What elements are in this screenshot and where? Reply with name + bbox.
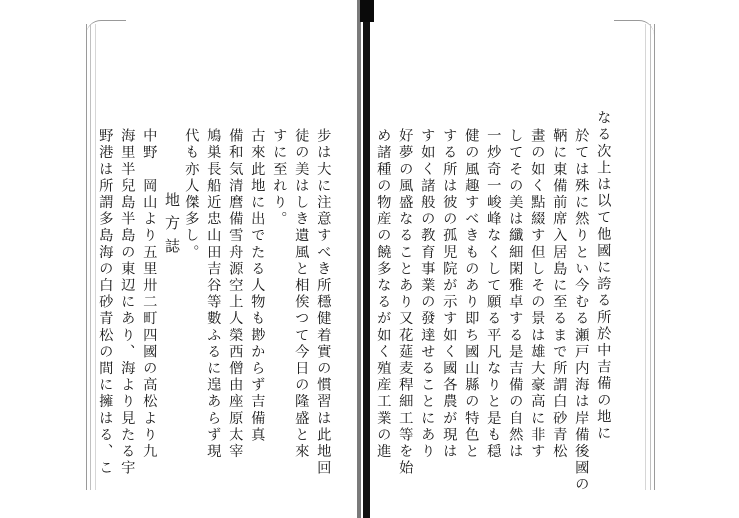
right-page-edge [654,24,655,490]
left-page-line: 步は大に注意すべき所穩健着實の慣習は此地回 [315,128,332,477]
right-page-line: め諸種の物産の饒多なるが如く殖産工業の進 [375,128,392,460]
right-page-line: 畫の如く點綴す但しその景は雄大豪高に非す [529,128,546,460]
right-page-line: 鞆に東備前席入居島に至るまで所謂白砂青松 [551,128,568,460]
left-page-line: 古來此地に出でたる人物も尠からず吉備真 [249,128,266,444]
right-page-top-edge [614,20,654,35]
left-page-line: 野港は所謂多島海の白砂青松の間に擁はる、こ [97,128,114,477]
left-page-edge [95,24,96,490]
right-page-edge [645,24,646,490]
book-binding-gutter [360,0,374,518]
right-page-line: してその美は纖細閑雅卓する是吉備の自然は [507,128,524,460]
left-page-line: 代も亦人傑多し。 [183,128,200,261]
right-page-edge [650,24,651,490]
left-page-line: 中野 岡山より五里卅二町四國の高松より九 [141,128,158,460]
right-page-line: 健の風趣すべきものあり即ち國山縣の特色と [463,128,480,460]
right-page-line: す如く諸般の教育事業の發達せることにあり [419,128,436,460]
left-page-edge [86,24,87,490]
left-page-top-edge [86,20,126,35]
left-page-line: 徒の美はしき遺風と相俟つて今日の隆盛と來 [293,128,310,460]
right-page-line: する所は彼の孤児院が示す如く國各農が現は [441,128,458,460]
left-page-line: 海里半兒島半島の東辺にあり、海より見たる宇 [119,128,136,477]
left-page-line: 鳩巣長船近忠山田吉谷等數ふるに遑あらず現 [205,128,222,460]
left-page-line: 備和気清麿備雪舟源空上人榮西僧由座原太宰 [227,128,244,460]
right-page-line: 好夢の風盛なることあり又花莚麦稈細工等を始 [397,128,414,477]
left-page-line: すに至れり。 [271,128,288,228]
right-page-line: 一炒奇一峻峰なくして願る平凡なりと是も穏 [485,128,502,460]
left-page-edge [90,24,91,490]
right-page-line: なる次上は以て他國に誇る所於中吉備の地に [595,110,612,442]
right-page-line: 於ては殊に然りとい今むる瀬戸内海は岸備後國の [573,128,590,494]
section-heading: 地方誌 [163,192,181,261]
